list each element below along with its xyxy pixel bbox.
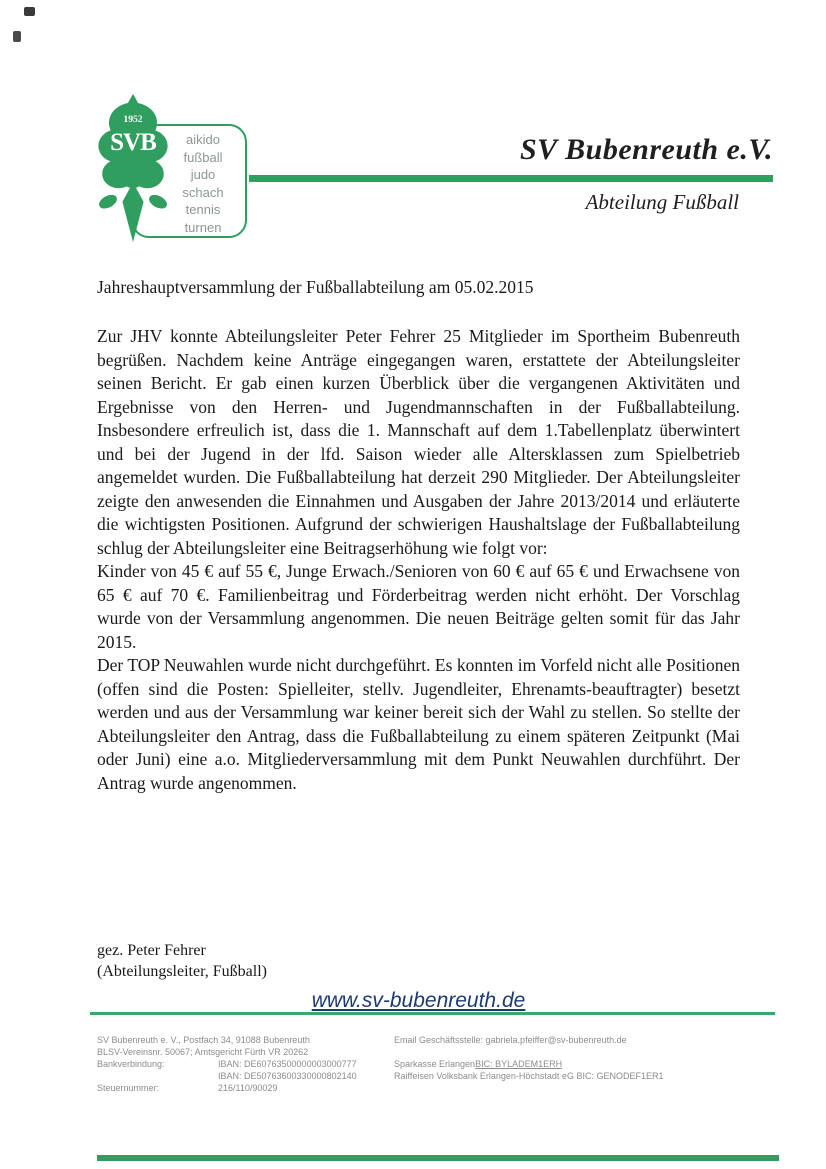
website-link[interactable]: www.sv-bubenreuth.de xyxy=(311,989,526,1012)
sport-item: judo xyxy=(190,167,216,182)
header-green-bar xyxy=(249,175,773,182)
footer-left-column xyxy=(97,1034,387,1094)
letter-body xyxy=(97,276,740,795)
club-logo xyxy=(94,92,172,246)
sport-item: turnen xyxy=(184,219,222,235)
signature-block xyxy=(97,940,267,982)
sport-item: schach xyxy=(182,184,224,200)
tax-number: 216/110/90029 xyxy=(218,1083,278,1093)
body-paragraph: Zur JHV konnte Abteilungsleiter Peter Fehrer 25 Mitglieder im Sportheim Bubenreuth begrüßen. Nachdem keine Anträge eingegangen waren, erstattete der Abteilungsleiter seinen Bericht. Er gab einen kurzen Überblick über die vergangenen Aktivitäten und Ergebnisse von den Herren- und Jugendmannschaften in der Fußballabteilung. Insbesondere erfreulich ist, dass die 1. Mannschaft auf dem 1.Tabellenplatz überwintert und bei der Jugend in der lfd. Saison wieder alle Altersklassen zum Spielbetrieb angemeldet wurden. Die Fußballabteilung hat derzeit 290 Mitglieder. Der Abteilungsleiter zeigte den anwesenden die Einnahmen und Ausgaben der Jahre 2013/2014 und erläuterte die wichtigsten Positionen. Aufgrund der schwierigen Haushaltslage der Fußballabteilung schlug der Abteilungsleiter eine Beitragserhöhung wie folgt vor: xyxy=(97,326,740,558)
club-name-title: SV Bubenreuth e.V. xyxy=(520,133,773,166)
sport-item: fußball xyxy=(183,149,223,165)
footer-email: Email Geschäftsstelle: gabriela.pfeiffer@sv-bubenreuth.de xyxy=(394,1035,627,1045)
bottom-green-bar xyxy=(97,1155,779,1161)
iban-2: IBAN: DE50763600330000802140 xyxy=(218,1071,357,1081)
sport-item: aikido xyxy=(186,132,220,147)
footer-green-rule xyxy=(90,1012,775,1015)
logo-sports-list xyxy=(161,131,245,236)
signature-name: gez. Peter Fehrer xyxy=(97,942,206,959)
body-paragraph: Der TOP Neuwahlen wurde nicht durchgeführt. Es konnten im Vorfeld nicht alle Positionen (offen sind die Posten: Spielleiter, stellv. Jugendleiter, Ehrenamts-beauftragter) besetzt werden und aus der Versammlung war keiner bereit sich der Wahl zu stellen. So stellte der Abteilungsleiter den Antrag, dass die Fußballabteilung zu einem späteren Zeitpunkt (Mai oder Juni) eine a.o. Mitgliederversammlung mit dem Punkt Neuwahlen durchführt. Der Antrag wurde angenommen. xyxy=(97,655,740,793)
logo-year: 1952 xyxy=(123,113,143,125)
footer-registration: BLSV-Vereinsnr. 50067; Amtsgericht Fürth VR 20262 xyxy=(97,1047,309,1057)
logo-monogram: SVB xyxy=(110,128,156,156)
footer-address: SV Bubenreuth e. V., Postfach 34, 91088 Bubenreuth xyxy=(97,1035,310,1045)
document-title: Jahreshauptversammlung der Fußballabteilung am 05.02.2015 xyxy=(97,277,534,297)
scan-artifact xyxy=(13,31,21,42)
bank-label-spacer xyxy=(97,1070,218,1082)
signature-role: (Abteilungsleiter, Fußball) xyxy=(97,963,267,980)
department-subtitle: Abteilung Fußball xyxy=(585,190,739,214)
bank-2-line: Raiffeisen Volksbank Erlangen-Höchstadt eG BIC: GENODEF1ER1 xyxy=(394,1071,664,1081)
iban-1: IBAN: DE60763500000003000777 xyxy=(218,1059,357,1069)
sport-item: tennis xyxy=(185,202,221,217)
bank-label: Bankverbindung: xyxy=(97,1059,165,1069)
website-row xyxy=(97,989,740,1013)
footer-spacer xyxy=(394,1046,774,1058)
tax-label: Steuernummer: xyxy=(97,1083,160,1093)
scan-artifact xyxy=(24,7,35,16)
body-paragraph: Kinder von 45 € auf 55 €, Junge Erwach./Senioren von 60 € auf 65 € und Erwachsene von 65 € auf 70 €. Familienbeitrag und Förderbeitrag werden nicht erhöht. Der Vorschlag wurde von der Versammlung angenommen. Die neuen Beiträge gelten somit für das Jahr 2015. xyxy=(97,561,740,652)
bank-1-name: Sparkasse Erlangen xyxy=(394,1059,476,1069)
bank-1-bic: BIC: BYLADEM1ERH xyxy=(475,1059,563,1069)
footer-right-column xyxy=(394,1034,774,1082)
oak-leaf-icon xyxy=(94,92,172,246)
